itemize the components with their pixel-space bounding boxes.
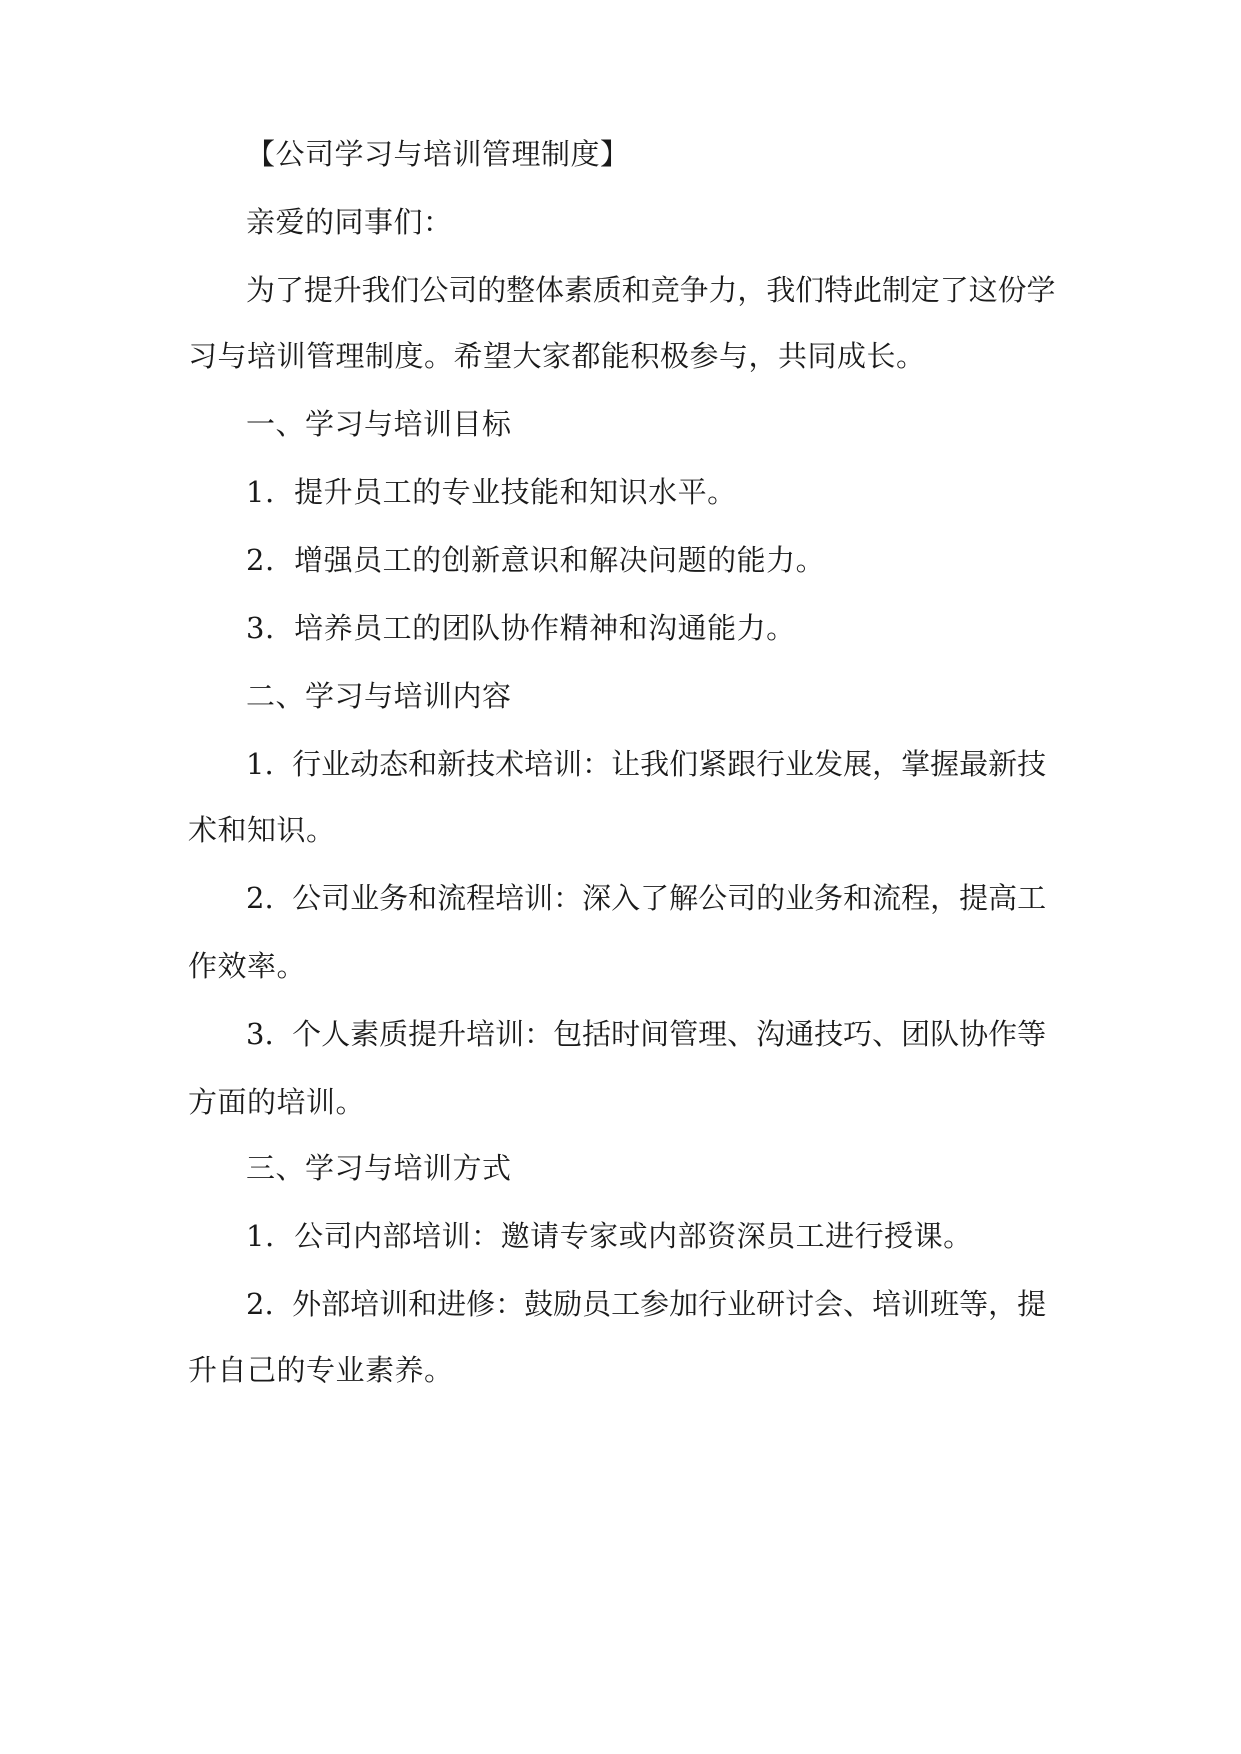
item-text: 个人素质提升培训：包括时间管理、沟通技巧、团队协作等 xyxy=(292,1017,1047,1051)
section1-item-2 xyxy=(246,540,825,580)
section2-item-1-line-2: 术和知识。 xyxy=(188,813,336,847)
section2-heading: 二、学习与培训内容 xyxy=(246,679,512,713)
item-text: 公司内部培训：邀请专家或内部资深员工进行授课。 xyxy=(294,1219,973,1253)
section3-item-2-line-2: 升自己的专业素养。 xyxy=(188,1353,454,1387)
section3-item-1 xyxy=(246,1216,973,1256)
item-number: 3. xyxy=(246,1017,274,1051)
document-title: 【公司学习与培训管理制度】 xyxy=(246,137,630,171)
greeting: 亲爱的同事们： xyxy=(246,205,453,239)
item-text: 行业动态和新技术培训：让我们紧跟行业发展，掌握最新技 xyxy=(292,747,1047,781)
intro-line-1: 为了提升我们公司的整体素质和竞争力，我们特此制定了这份学 xyxy=(246,273,1056,307)
section3-heading: 三、学习与培训方式 xyxy=(246,1151,512,1185)
item-number: 2. xyxy=(246,881,274,915)
item-number: 2. xyxy=(246,1287,274,1321)
section1-item-1 xyxy=(246,472,737,512)
item-text: 公司业务和流程培训：深入了解公司的业务和流程，提高工 xyxy=(292,881,1047,915)
item-text: 培养员工的团队协作精神和沟通能力。 xyxy=(294,611,796,645)
section2-item-3-line-2: 方面的培训。 xyxy=(188,1085,366,1119)
section1-heading: 一、学习与培训目标 xyxy=(246,407,512,441)
item-number: 1. xyxy=(246,475,275,509)
item-number: 1. xyxy=(246,747,274,781)
item-text: 外部培训和进修：鼓励员工参加行业研讨会、培训班等，提 xyxy=(292,1287,1047,1321)
section2-item-2-line-1 xyxy=(246,878,1046,918)
item-number: 3. xyxy=(246,611,275,645)
item-number: 2. xyxy=(246,543,275,577)
section2-item-1-line-1 xyxy=(246,744,1046,784)
section1-item-3 xyxy=(246,608,796,648)
item-number: 1. xyxy=(246,1219,275,1253)
section2-item-3-line-1 xyxy=(246,1014,1046,1054)
section2-item-2-line-2: 作效率。 xyxy=(188,949,307,983)
section3-item-2-line-1 xyxy=(246,1284,1046,1324)
intro-line-2: 习与培训管理制度。希望大家都能积极参与，共同成长。 xyxy=(188,339,926,373)
item-text: 提升员工的专业技能和知识水平。 xyxy=(294,475,737,509)
item-text: 增强员工的创新意识和解决问题的能力。 xyxy=(294,543,826,577)
